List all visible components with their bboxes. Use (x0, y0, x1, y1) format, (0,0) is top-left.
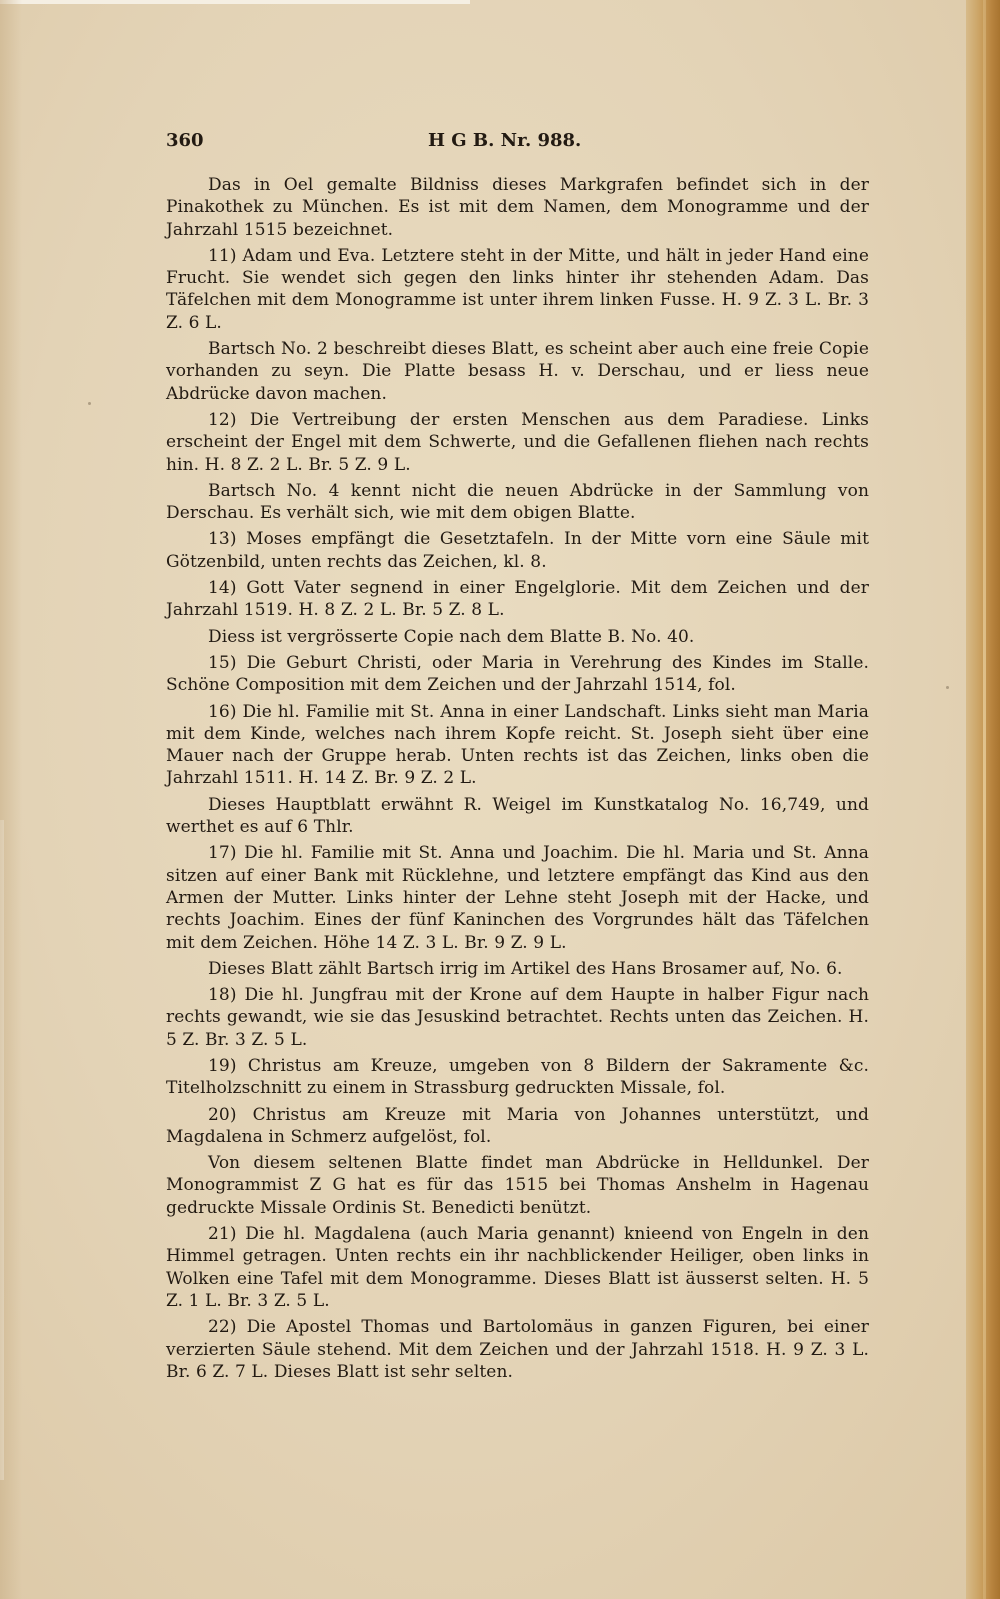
paragraph: Das in Oel gemalte Bildniss dieses Markgrafen befindet sich in der Pinakothek zu München. Es ist mit dem Namen, dem Monogramme und der Jahrzahl 1515 bezeichnet. (166, 175, 869, 240)
paragraph: 14) Gott Vater segnend in einer Engelglorie. Mit dem Zeichen und der Jahrzahl 1519. H. 8 Z. 2 L. Br. 5 Z. 8 L. (166, 578, 869, 621)
paper-speck (88, 402, 91, 405)
paragraph: 13) Moses empfängt die Gesetztafeln. In der Mitte vorn eine Säule mit Götzenbild, unten rechts das Zeichen, kl. 8. (166, 529, 869, 572)
gutter-shadow (0, 0, 22, 1599)
paragraph: 18) Die hl. Jungfrau mit der Krone auf dem Haupte in halber Figur nach rechts gewandt, wie sie das Jesuskind betrachtet. Rechts unten das Zeichen. H. 5 Z. Br. 3 Z. 5 L. (166, 985, 869, 1050)
paragraph: 22) Die Apostel Thomas und Bartolomäus in ganzen Figuren, bei einer verzierten Säule stehend. Mit dem Zeichen und der Jahrzahl 1518. H. 9 Z. 3 L. Br. 6 Z. 7 L. Dieses Blatt ist sehr selten. (166, 1317, 869, 1382)
scan-border-top (0, 0, 470, 4)
page-edge-highlight (983, 0, 986, 1599)
paragraph: Von diesem seltenen Blatte findet man Abdrücke in Helldunkel. Der Monogrammist Z G hat es für das 1515 bei Thomas Anshelm in Hagenau gedruckte Missale Ordinis St. Benedicti benützt. (166, 1153, 869, 1218)
paragraph: 16) Die hl. Familie mit St. Anna in einer Landschaft. Links sieht man Maria mit dem Kinde, welches nach ihrem Kopfe reicht. St. Joseph sieht über eine Mauer nach der Gruppe herab. Unten rechts ist das Zeichen, links oben die Jahrzahl 1511. H. 14 Z. Br. 9 Z. 2 L. (166, 701, 869, 789)
page-text (166, 130, 869, 1387)
page-header (166, 130, 869, 160)
paragraph: 17) Die hl. Familie mit St. Anna und Joachim. Die hl. Maria und St. Anna sitzen auf einer Bank mit Rücklehne, und letztere empfängt das Kind aus den Armen der Mutter. Links hinter der Lehne steht Joseph mit der Hacke, und rechts Joachim. Eines der fünf Kaninchen des Vorgrundes hält das Täfelchen mit dem Zeichen. Höhe 14 Z. 3 L. Br. 9 Z. 9 L. (166, 843, 869, 953)
paper-speck (946, 686, 949, 689)
paragraph: 15) Die Geburt Christi, oder Maria in Verehrung des Kindes im Stalle. Schöne Composition mit dem Zeichen und der Jahrzahl 1514, fol. (166, 652, 869, 696)
paragraph: 21) Die hl. Magdalena (auch Maria genannt) knieend von Engeln in den Himmel getragen. Unten rechts ein ihr nachblickender Heiliger, oben links in Wolken eine Tafel mit dem Monogramme. Dieses Blatt ist äusserst selten. H. 5 Z. 1 L. Br. 3 Z. 5 L. (166, 1224, 869, 1311)
paragraph: 11) Adam und Eva. Letztere steht in der Mitte, und hält in jeder Hand eine Frucht. Sie wendet sich gegen den links hinter ihr stehenden Adam. Das Täfelchen mit dem Monogramme ist unter ihrem linken Fusse. H. 9 Z. 3 L. Br. 3 Z. 6 L. (166, 245, 869, 333)
paragraph: Diess ist vergrösserte Copie nach dem Blatte B. No. 40. (208, 626, 695, 647)
paragraph: Bartsch No. 2 beschreibt dieses Blatt, es scheint aber auch eine freie Copie vorhanden zu seyn. Die Platte besass H. v. Derschau, und er liess neue Abdrücke davon machen. (166, 339, 869, 404)
paragraph: 12) Die Vertreibung der ersten Menschen aus dem Paradiese. Links erscheint der Engel mit dem Schwerte, und die Gefallenen fliehen nach rechts hin. H. 8 Z. 2 L. Br. 5 Z. 9 L. (166, 409, 869, 475)
paragraph: 20) Christus am Kreuze mit Maria von Johannes unterstützt, und Magdalena in Schmerz aufgelöst, fol. (166, 1104, 869, 1147)
paragraph: Dieses Blatt zählt Bartsch irrig im Artikel des Hans Brosamer auf, No. 6. (208, 958, 843, 979)
paragraph: 19) Christus am Kreuze, umgeben von 8 Bildern der Sakramente &c. Titelholzschnitt zu einem in Strassburg gedruckten Missale, fol. (166, 1055, 869, 1099)
page-number: 360 (166, 130, 204, 151)
running-head: H G B. Nr. 988. (428, 130, 582, 151)
paragraph: Bartsch No. 4 kennt nicht die neuen Abdrücke in der Sammlung von Derschau. Es verhält sich, wie mit dem obigen Blatte. (166, 480, 869, 524)
paragraph: Dieses Hauptblatt erwähnt R. Weigel im Kunstkatalog No. 16,749, und werthet es auf 6 Thlr. (166, 794, 869, 838)
